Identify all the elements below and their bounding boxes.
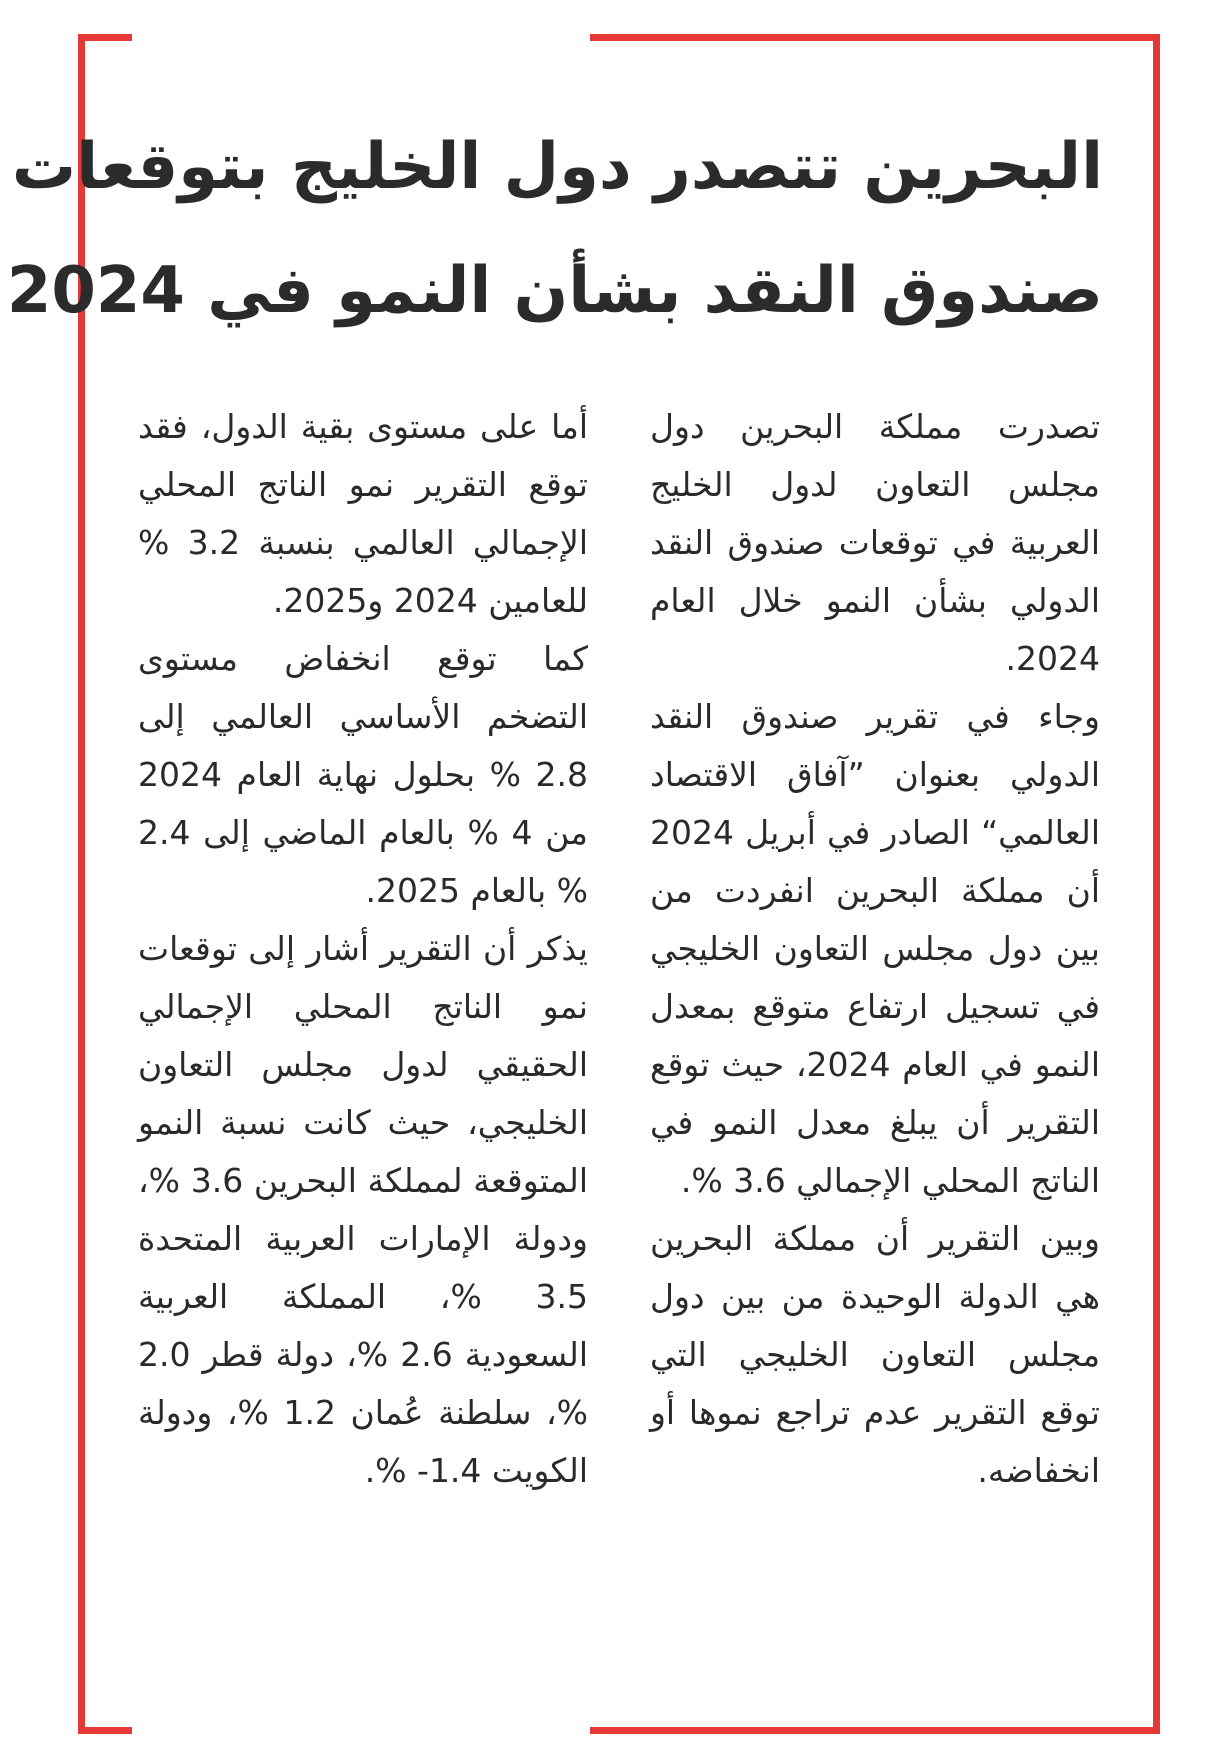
left-paragraph-3: يذكر أن التقرير أشار إلى توقعات نمو الناتج المحلي الإجمالي الحقيقي لدول مجلس التعاون الخليجي، حيث كانت نسبة النمو المتوقعة لمملكة البحرين 3.6 %، ودولة الإمارات العربية المتحدة 3.5 %، المملكة العربية السعودية 2.6 %، دولة قطر 2.0 %، سلطنة عُمان 1.2 %، ودولة الكويت 1.4- %. [138,929,588,1490]
frame-bottom-left-border [78,1727,132,1734]
headline-line-1: البحرين تتصدر دول الخليج بتوقعات [11,130,1103,204]
frame-bottom-right-border [590,1727,1160,1734]
article-column-left [138,398,588,1500]
right-paragraph-1: تصدرت مملكة البحرين دول مجلس التعاون لدول الخليج العربية في توقعات صندوق النقد الدولي بشأن النمو خلال العام 2024. [650,407,1100,678]
right-paragraph-2: وجاء في تقرير صندوق النقد الدولي بعنوان ”آفاق الاقتصاد العالمي“ الصادر في أبريل 2024 أن مملكة البحرين انفردت من بين دول مجلس التعاون الخليجي في تسجيل ارتفاع متوقع بمعدل النمو في العام 2024، حيث توقع التقرير أن يبلغ معدل النمو في الناتج المحلي الإجمالي 3.6 %. [650,697,1101,1200]
article-headline [6,105,1103,353]
article-column-right [650,398,1100,1500]
left-paragraph-1: أما على مستوى بقية الدول، فقد توقع التقرير نمو الناتج المحلي الإجمالي العالمي بنسبة 3.2 % للعامين 2024 و2025. [138,407,588,620]
frame-top-left-border [78,34,132,41]
headline-line-2: صندوق النقد بشأن النمو في 2024 [6,254,1103,328]
left-paragraph-2: كما توقع انخفاض مستوى التضخم الأساسي العالمي إلى 2.8 % بحلول نهاية العام 2024 من 4 % بالعام الماضي إلى 2.4 % بالعام 2025. [138,639,588,910]
frame-top-right-border [590,34,1160,41]
right-paragraph-3: وبين التقرير أن مملكة البحرين هي الدولة الوحيدة من بين دول مجلس التعاون الخليجي التي توقع التقرير عدم تراجع نموها أو انخفاضه. [650,1219,1100,1490]
frame-right-border [1153,34,1160,1734]
